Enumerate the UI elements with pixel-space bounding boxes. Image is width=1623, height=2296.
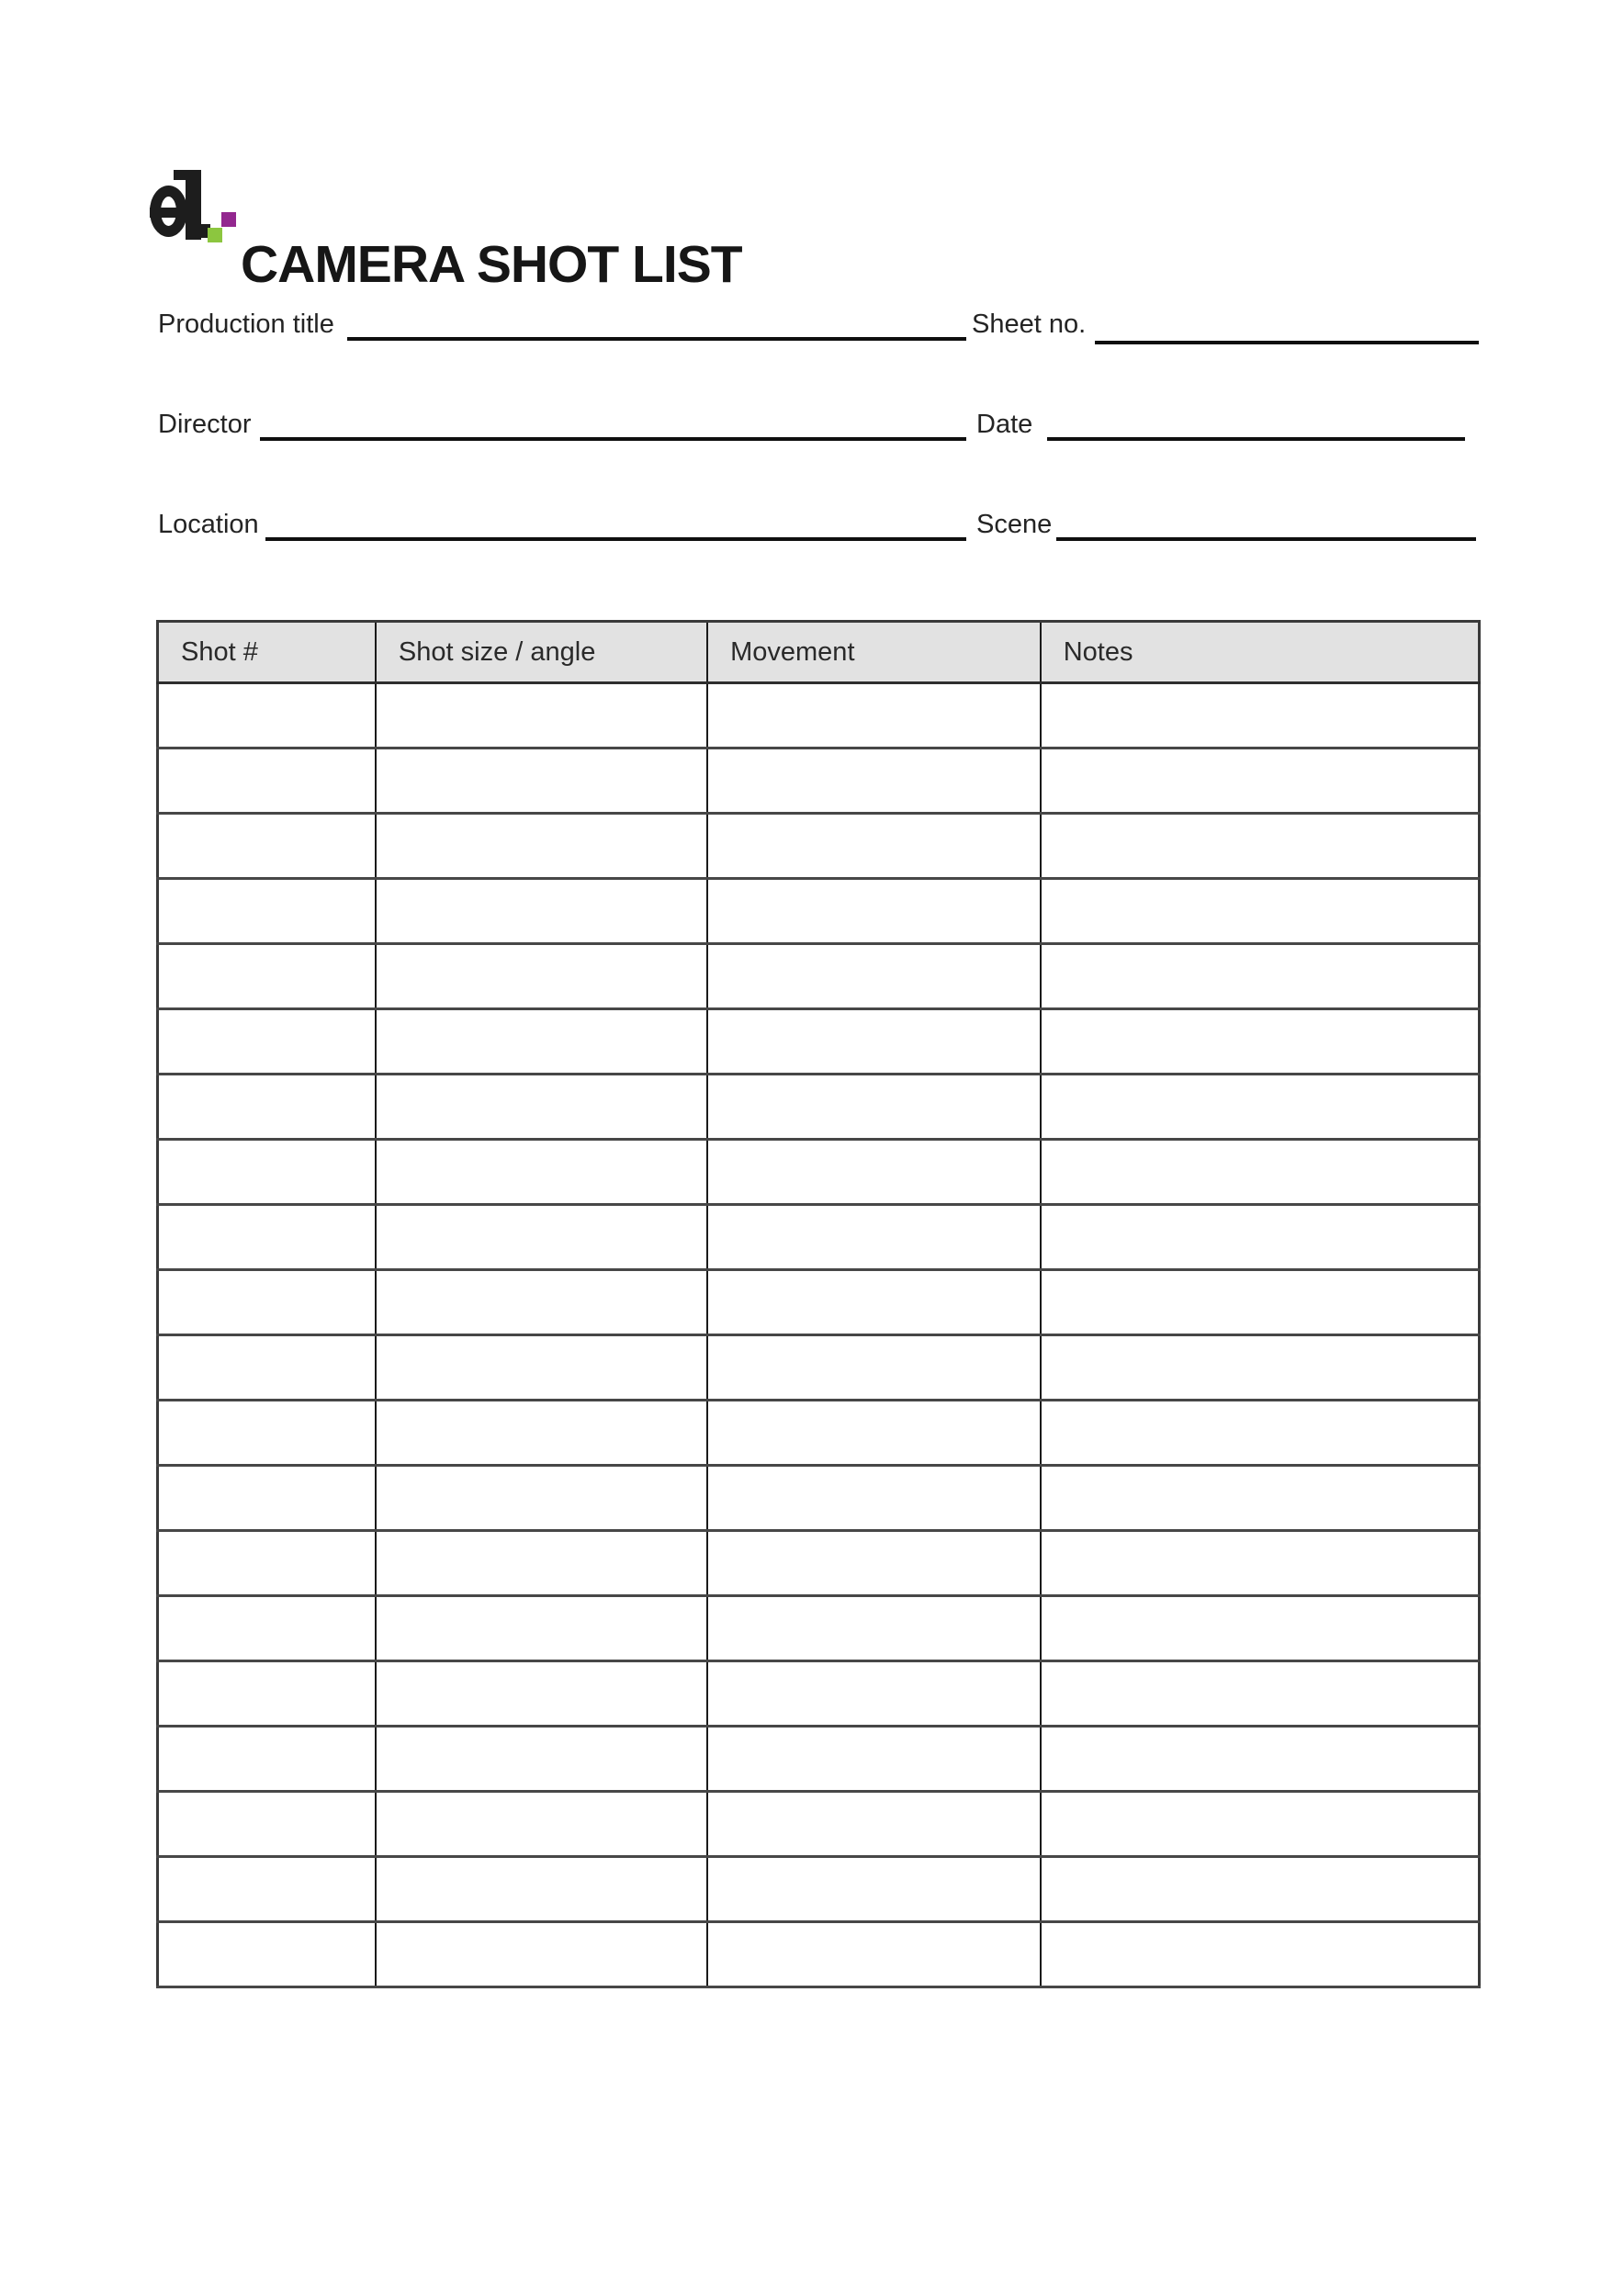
table-cell-shot-size-angle[interactable] bbox=[376, 1531, 707, 1596]
table-cell-movement[interactable] bbox=[707, 1075, 1041, 1140]
director-label: Director bbox=[158, 410, 252, 439]
table-cell-shot[interactable] bbox=[158, 1335, 376, 1401]
table-cell-movement[interactable] bbox=[707, 879, 1041, 944]
table-cell-notes[interactable] bbox=[1041, 1531, 1480, 1596]
table-cell-notes[interactable] bbox=[1041, 1140, 1480, 1205]
location-label: Location bbox=[158, 510, 259, 539]
brand-logo-icon bbox=[141, 168, 243, 247]
table-cell-shot-size-angle[interactable] bbox=[376, 1140, 707, 1205]
table-cell-shot[interactable] bbox=[158, 1922, 376, 1987]
table-cell-shot-size-angle[interactable] bbox=[376, 1466, 707, 1531]
table-header-row bbox=[158, 622, 1480, 683]
table-cell-shot-size-angle[interactable] bbox=[376, 814, 707, 879]
table-cell-notes[interactable] bbox=[1041, 814, 1480, 879]
page-title: CAMERA SHOT LIST bbox=[241, 235, 742, 295]
table-row bbox=[158, 1727, 1480, 1792]
table-row bbox=[158, 1009, 1480, 1075]
logo-square-purple-icon bbox=[221, 212, 236, 227]
table-cell-shot[interactable] bbox=[158, 1075, 376, 1140]
shot-list-table bbox=[156, 620, 1481, 1988]
table-cell-movement[interactable] bbox=[707, 1661, 1041, 1727]
table-cell-movement[interactable] bbox=[707, 1531, 1041, 1596]
table-row bbox=[158, 1792, 1480, 1857]
table-cell-movement[interactable] bbox=[707, 1857, 1041, 1922]
table-cell-shot[interactable] bbox=[158, 1140, 376, 1205]
production-title-line[interactable] bbox=[347, 337, 966, 341]
date-label: Date bbox=[976, 410, 1033, 439]
table-cell-notes[interactable] bbox=[1041, 748, 1480, 814]
table-cell-movement[interactable] bbox=[707, 1335, 1041, 1401]
table-cell-shot[interactable] bbox=[158, 879, 376, 944]
table-cell-movement[interactable] bbox=[707, 1205, 1041, 1270]
table-cell-movement[interactable] bbox=[707, 814, 1041, 879]
table-cell-shot[interactable] bbox=[158, 1727, 376, 1792]
table-row bbox=[158, 944, 1480, 1009]
table-row bbox=[158, 1466, 1480, 1531]
table-cell-notes[interactable] bbox=[1041, 1792, 1480, 1857]
table-cell-shot-size-angle[interactable] bbox=[376, 1009, 707, 1075]
scene-label: Scene bbox=[976, 510, 1053, 539]
table-cell-shot-size-angle[interactable] bbox=[376, 1401, 707, 1466]
table-cell-shot-size-angle[interactable] bbox=[376, 944, 707, 1009]
table-cell-notes[interactable] bbox=[1041, 1596, 1480, 1661]
table-row bbox=[158, 1335, 1480, 1401]
table-cell-shot[interactable] bbox=[158, 1401, 376, 1466]
table-row bbox=[158, 1401, 1480, 1466]
table-cell-shot[interactable] bbox=[158, 1792, 376, 1857]
table-row bbox=[158, 1531, 1480, 1596]
table-row bbox=[158, 748, 1480, 814]
table-cell-shot-size-angle[interactable] bbox=[376, 1270, 707, 1335]
table-cell-movement[interactable] bbox=[707, 1922, 1041, 1987]
table-cell-movement[interactable] bbox=[707, 1596, 1041, 1661]
table-row bbox=[158, 1205, 1480, 1270]
table-cell-notes[interactable] bbox=[1041, 1009, 1480, 1075]
table-cell-shot[interactable] bbox=[158, 1596, 376, 1661]
table-cell-notes[interactable] bbox=[1041, 1270, 1480, 1335]
table-cell-shot-size-angle[interactable] bbox=[376, 683, 707, 748]
table-row bbox=[158, 683, 1480, 748]
table-cell-shot[interactable] bbox=[158, 1661, 376, 1727]
table-cell-notes[interactable] bbox=[1041, 1727, 1480, 1792]
director-line[interactable] bbox=[260, 437, 966, 441]
table-cell-shot-size-angle[interactable] bbox=[376, 1205, 707, 1270]
table-cell-shot[interactable] bbox=[158, 1857, 376, 1922]
table-row bbox=[158, 1661, 1480, 1727]
table-cell-shot-size-angle[interactable] bbox=[376, 748, 707, 814]
column-header-shot-size-angle: Shot size / angle bbox=[376, 622, 707, 683]
table-body bbox=[158, 683, 1480, 1987]
table-cell-shot-size-angle[interactable] bbox=[376, 1727, 707, 1792]
table-cell-movement[interactable] bbox=[707, 1009, 1041, 1075]
table-cell-shot-size-angle[interactable] bbox=[376, 1857, 707, 1922]
sheet-no-line[interactable] bbox=[1095, 341, 1479, 344]
table-cell-shot-size-angle[interactable] bbox=[376, 1922, 707, 1987]
table-cell-shot[interactable] bbox=[158, 1009, 376, 1075]
table-cell-shot[interactable] bbox=[158, 1270, 376, 1335]
table-cell-shot[interactable] bbox=[158, 814, 376, 879]
table-cell-notes[interactable] bbox=[1041, 1922, 1480, 1987]
table-cell-notes[interactable] bbox=[1041, 1075, 1480, 1140]
table-cell-notes[interactable] bbox=[1041, 1205, 1480, 1270]
table-cell-shot[interactable] bbox=[158, 748, 376, 814]
date-line[interactable] bbox=[1047, 437, 1465, 441]
table-cell-movement[interactable] bbox=[707, 1401, 1041, 1466]
table-row bbox=[158, 1596, 1480, 1661]
logo-letter-e-bar bbox=[150, 208, 187, 218]
table-cell-shot-size-angle[interactable] bbox=[376, 1075, 707, 1140]
table-cell-shot[interactable] bbox=[158, 1466, 376, 1531]
column-header-shot: Shot # bbox=[158, 622, 376, 683]
scene-line[interactable] bbox=[1056, 537, 1476, 541]
table-cell-shot-size-angle[interactable] bbox=[376, 1661, 707, 1727]
table-cell-notes[interactable] bbox=[1041, 1857, 1480, 1922]
sheet-no-label: Sheet no. bbox=[972, 310, 1087, 339]
table-cell-shot-size-angle[interactable] bbox=[376, 1596, 707, 1661]
table-cell-shot[interactable] bbox=[158, 1205, 376, 1270]
table-cell-movement[interactable] bbox=[707, 944, 1041, 1009]
location-line[interactable] bbox=[265, 537, 966, 541]
table-cell-shot[interactable] bbox=[158, 683, 376, 748]
table-row bbox=[158, 814, 1480, 879]
column-header-movement: Movement bbox=[707, 622, 1041, 683]
table-cell-movement[interactable] bbox=[707, 748, 1041, 814]
table-row bbox=[158, 879, 1480, 944]
table-row bbox=[158, 1857, 1480, 1922]
table-cell-shot-size-angle[interactable] bbox=[376, 1792, 707, 1857]
table-cell-movement[interactable] bbox=[707, 1792, 1041, 1857]
table-cell-movement[interactable] bbox=[707, 683, 1041, 748]
table-cell-notes[interactable] bbox=[1041, 1466, 1480, 1531]
logo-square-green-icon bbox=[208, 228, 222, 242]
table-cell-notes[interactable] bbox=[1041, 683, 1480, 748]
table-row bbox=[158, 1140, 1480, 1205]
table-row bbox=[158, 1075, 1480, 1140]
table-cell-notes[interactable] bbox=[1041, 1661, 1480, 1727]
table-cell-shot-size-angle[interactable] bbox=[376, 1335, 707, 1401]
table-cell-notes[interactable] bbox=[1041, 1401, 1480, 1466]
table-cell-movement[interactable] bbox=[707, 1270, 1041, 1335]
table-row bbox=[158, 1270, 1480, 1335]
table-cell-notes[interactable] bbox=[1041, 1335, 1480, 1401]
table-cell-shot[interactable] bbox=[158, 1531, 376, 1596]
table-cell-movement[interactable] bbox=[707, 1727, 1041, 1792]
table-cell-notes[interactable] bbox=[1041, 879, 1480, 944]
table-cell-shot[interactable] bbox=[158, 944, 376, 1009]
table-cell-notes[interactable] bbox=[1041, 944, 1480, 1009]
production-title-label: Production title bbox=[158, 310, 334, 339]
table-cell-shot-size-angle[interactable] bbox=[376, 879, 707, 944]
table-cell-movement[interactable] bbox=[707, 1466, 1041, 1531]
table-row bbox=[158, 1922, 1480, 1987]
table-cell-movement[interactable] bbox=[707, 1140, 1041, 1205]
column-header-notes: Notes bbox=[1041, 622, 1480, 683]
